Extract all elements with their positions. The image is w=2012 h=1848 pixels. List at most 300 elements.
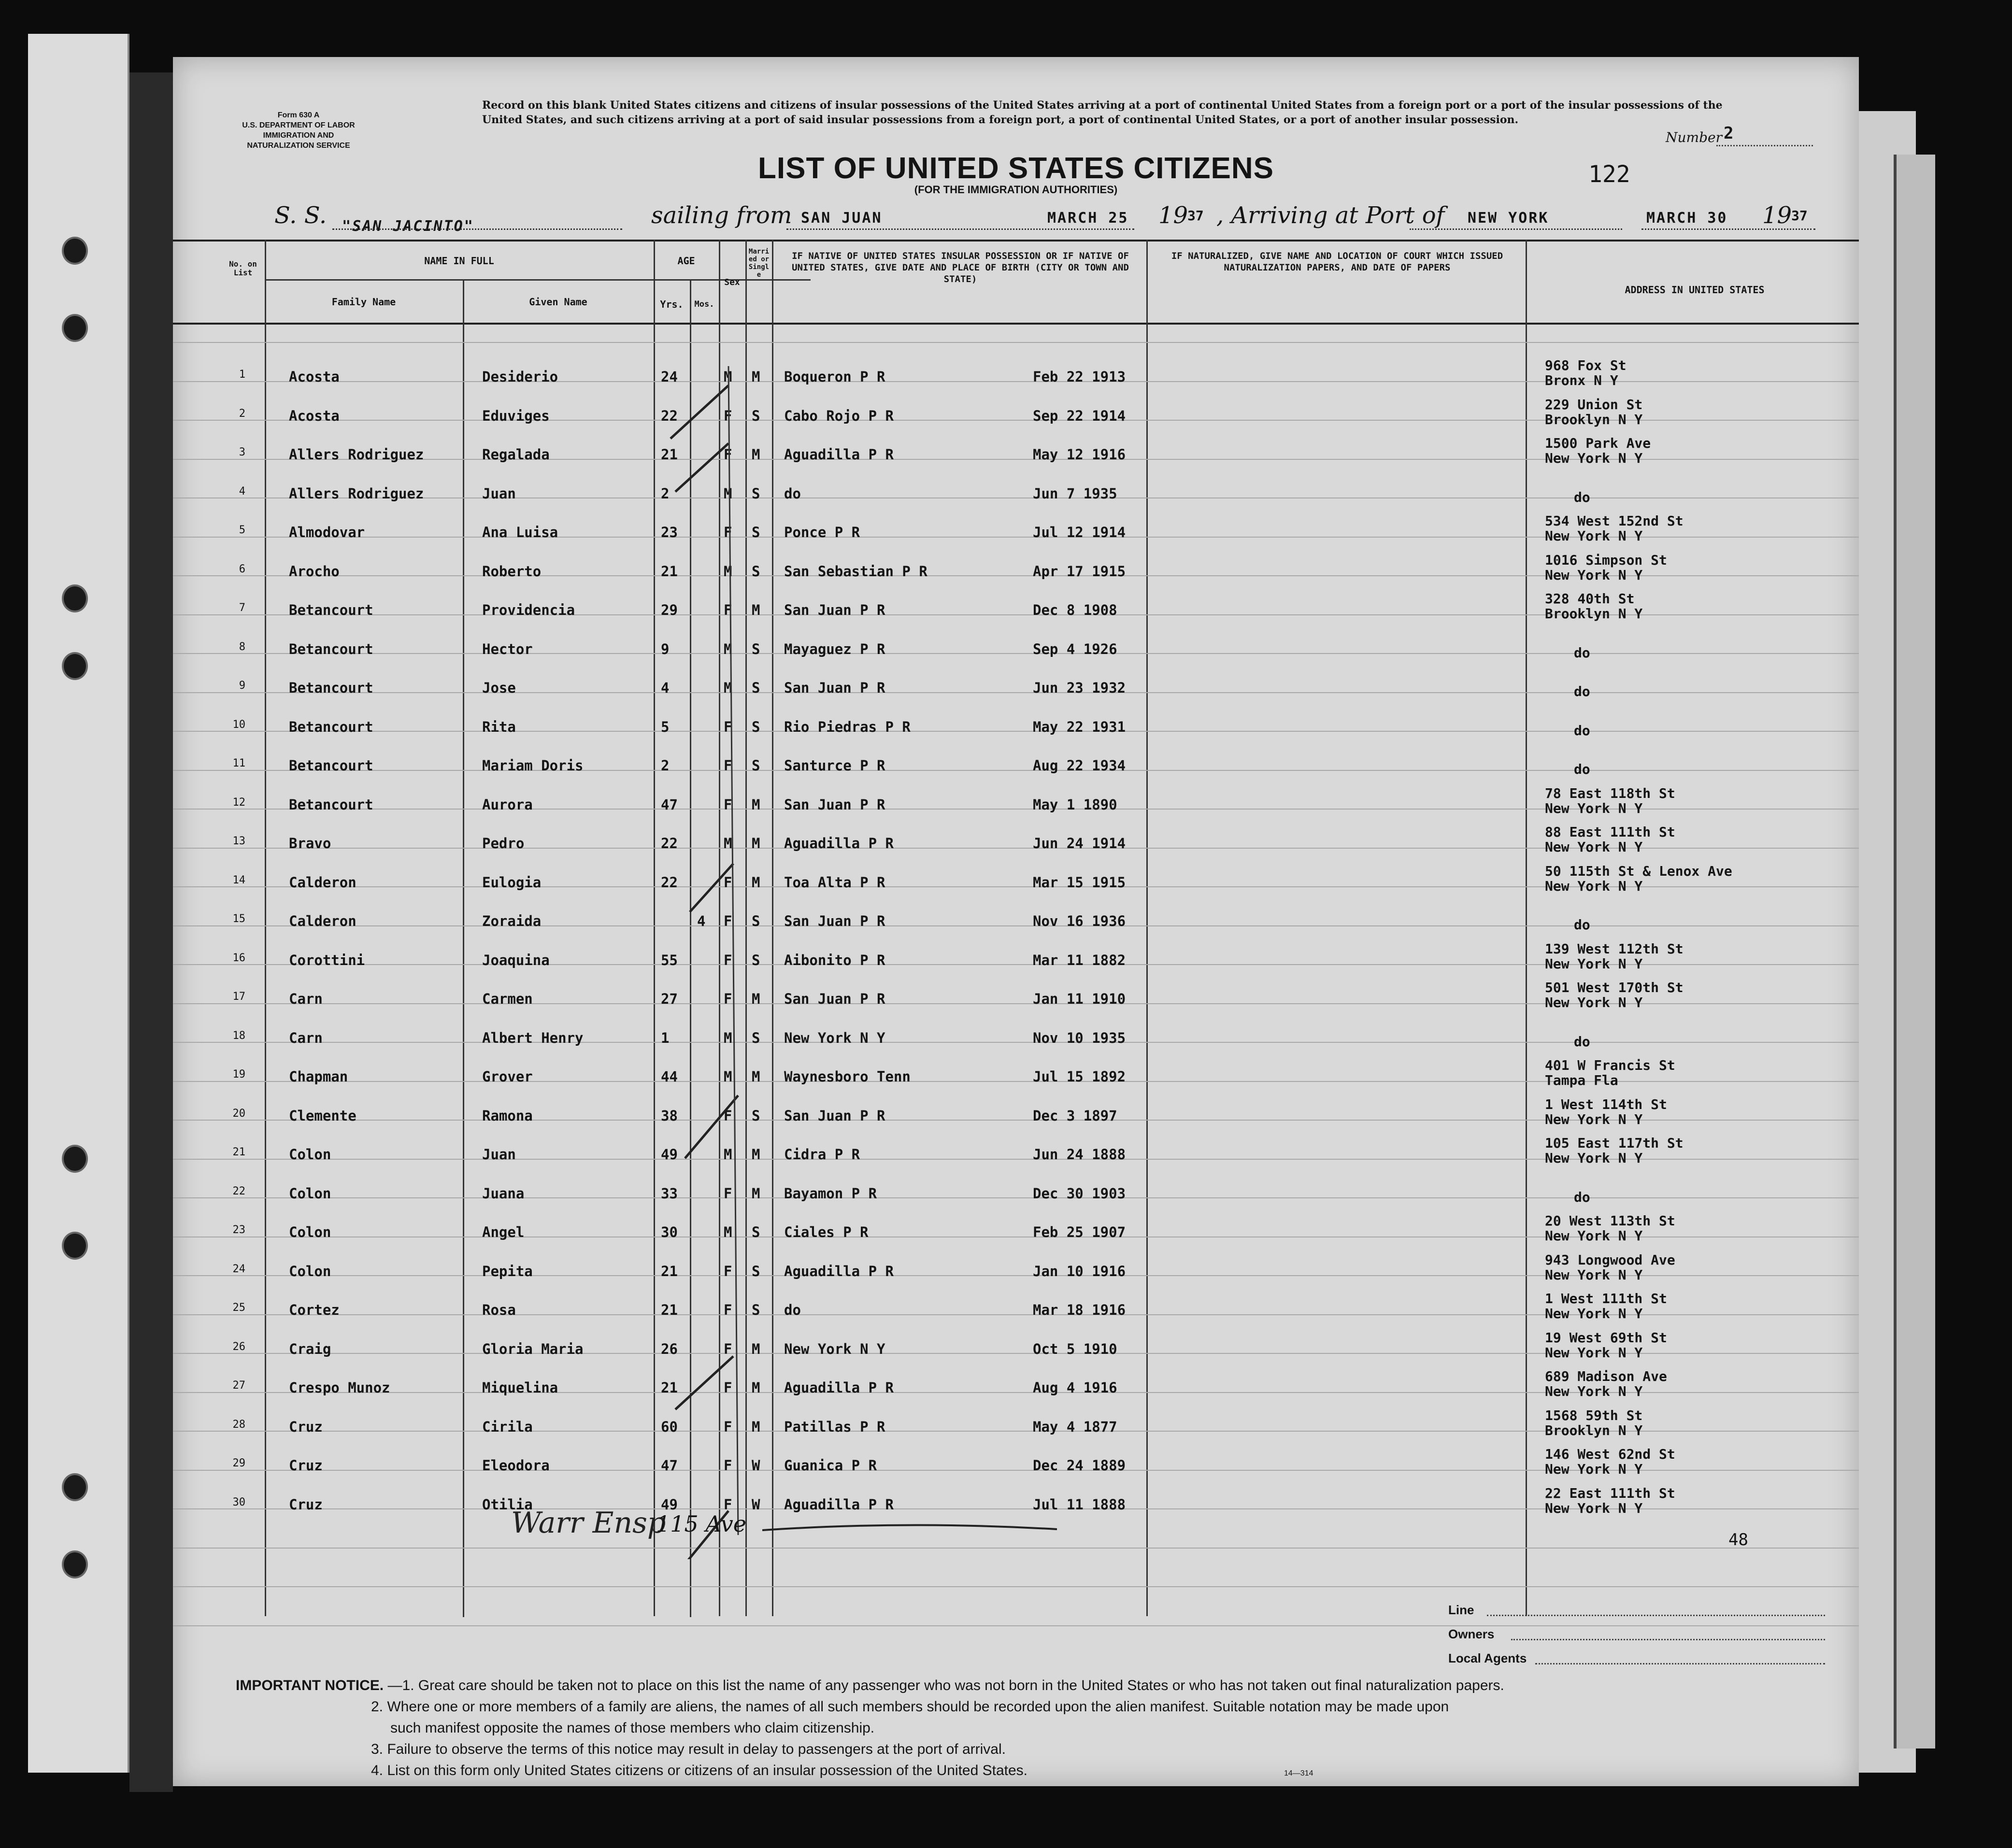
cell-place: San Juan P R bbox=[784, 991, 885, 1007]
cell-date: Jul 11 1888 bbox=[1033, 1496, 1126, 1513]
cell-date: Sep 22 1914 bbox=[1033, 407, 1126, 424]
cell-addr1: 1500 Park Ave bbox=[1545, 435, 1651, 451]
cell-date: May 22 1931 bbox=[1033, 718, 1126, 735]
cell-no: 13 bbox=[232, 835, 245, 847]
cell-no: 8 bbox=[239, 640, 245, 653]
cell-no: 21 bbox=[232, 1146, 245, 1158]
sailing-label: sailing from bbox=[651, 202, 792, 229]
cell-sex: F bbox=[724, 524, 732, 540]
cell-addr1: 105 East 117th St bbox=[1545, 1135, 1684, 1151]
cell-place: Toa Alta P R bbox=[784, 874, 885, 891]
cell-given: Pedro bbox=[482, 835, 525, 852]
underlying-page bbox=[1894, 155, 1935, 1748]
grid-line bbox=[173, 342, 1859, 343]
cell-addr2: New York N Y bbox=[1545, 450, 1643, 466]
cell-given: Eleodora bbox=[482, 1457, 550, 1474]
cell-place: Santurce P R bbox=[784, 757, 885, 774]
stamp-number: 122 bbox=[1588, 161, 1630, 188]
cell-family: Crespo Munoz bbox=[289, 1379, 390, 1396]
cell-addr1: 328 40th St bbox=[1545, 591, 1635, 607]
form-preamble: Record on this blank United States citizens and citizens of insular possessions of the United States arriving at a port of continental United States from a foreign port or a port of the insular possessions of the United States, and such citizens arriving at a port of said insular possessions from a foreign port, a port of continental United States, or a port of another insular possession. bbox=[482, 99, 1723, 126]
cell-place: Boqueron P R bbox=[784, 369, 885, 385]
cell-addr2: New York N Y bbox=[1545, 800, 1643, 816]
cell-sex: F bbox=[724, 952, 732, 968]
cell-no: 25 bbox=[232, 1302, 245, 1314]
form-dept: U.S. DEPARTMENT OF LABOR bbox=[242, 121, 355, 129]
cell-yrs: 9 bbox=[661, 640, 670, 657]
arriving-label: , Arriving at Port of bbox=[1216, 202, 1445, 229]
cell-given: Desiderio bbox=[482, 369, 558, 385]
cell-sex: M bbox=[724, 485, 732, 502]
cell-family: Betancourt bbox=[289, 680, 373, 696]
cell-no: 4 bbox=[239, 485, 245, 498]
page-shadow bbox=[129, 72, 173, 1792]
cell-given: Zoraida bbox=[482, 913, 542, 929]
cell-addr2: New York N Y bbox=[1545, 1150, 1643, 1166]
cell-date: May 1 1890 bbox=[1033, 796, 1117, 813]
cell-family: Bravo bbox=[289, 835, 331, 852]
cell-sex: F bbox=[724, 796, 732, 813]
cell-ms: M bbox=[752, 1068, 760, 1085]
cell-no: 14 bbox=[232, 874, 245, 886]
grid-line bbox=[173, 653, 1859, 654]
col-name: NAME IN FULL bbox=[424, 255, 494, 267]
arrival-date: MARCH 30 bbox=[1646, 210, 1728, 227]
cell-ms: M bbox=[752, 446, 760, 463]
cell-ms: M bbox=[752, 602, 760, 618]
cell-ms: S bbox=[752, 407, 760, 424]
cell-ms: S bbox=[752, 952, 760, 968]
grid-line bbox=[173, 731, 1859, 732]
cell-addr1: 1016 Simpson St bbox=[1545, 552, 1667, 568]
cell-addr2: do bbox=[1574, 1189, 1590, 1205]
cell-sex: F bbox=[724, 602, 732, 618]
line-dotline bbox=[1487, 1615, 1825, 1616]
header-rule-top bbox=[173, 240, 1859, 242]
cell-place: Aguadilla P R bbox=[784, 835, 894, 852]
cell-yrs: 2 bbox=[661, 757, 670, 774]
cell-family: Acosta bbox=[289, 407, 340, 424]
cell-family: Clemente bbox=[289, 1107, 357, 1124]
cell-sex: F bbox=[724, 874, 732, 891]
cell-place: Aguadilla P R bbox=[784, 1496, 894, 1513]
cell-date: May 12 1916 bbox=[1033, 446, 1126, 463]
cell-date: Mar 18 1916 bbox=[1033, 1302, 1126, 1318]
cell-no: 11 bbox=[232, 757, 245, 769]
cell-addr1: 19 West 69th St bbox=[1545, 1329, 1667, 1346]
cell-given: Rosa bbox=[482, 1302, 516, 1318]
cell-ms: M bbox=[752, 991, 760, 1007]
cell-date: Feb 22 1913 bbox=[1033, 369, 1126, 385]
cell-addr1: 146 West 62nd St bbox=[1545, 1446, 1675, 1462]
cell-sex: F bbox=[724, 1107, 732, 1124]
cell-family: Acosta bbox=[289, 369, 340, 385]
cell-place: Ciales P R bbox=[784, 1224, 869, 1240]
cell-no: 2 bbox=[239, 407, 245, 420]
cell-family: Betancourt bbox=[289, 718, 373, 735]
grid-line bbox=[173, 692, 1859, 693]
cell-given: Providencia bbox=[482, 602, 575, 618]
cell-addr2: do bbox=[1574, 489, 1590, 505]
cell-yrs: 4 bbox=[661, 680, 670, 696]
punch-hole bbox=[62, 1550, 88, 1578]
cell-addr2: New York N Y bbox=[1545, 1306, 1643, 1322]
cell-yrs: 22 bbox=[661, 835, 678, 852]
cell-date: Jan 10 1916 bbox=[1033, 1263, 1126, 1279]
cell-no: 22 bbox=[232, 1185, 245, 1197]
cell-date: Dec 3 1897 bbox=[1033, 1107, 1117, 1124]
ship-name: "SAN JACINTO" bbox=[342, 218, 474, 235]
col-divider bbox=[1146, 240, 1148, 1616]
cell-yrs: 21 bbox=[661, 446, 678, 463]
cell-addr2: New York N Y bbox=[1545, 955, 1643, 972]
cell-no: 26 bbox=[232, 1340, 245, 1353]
line-label: Line bbox=[1448, 1603, 1474, 1617]
ss-label: S. S. bbox=[274, 202, 327, 229]
cell-addr1: 689 Madison Ave bbox=[1545, 1368, 1667, 1384]
cell-yrs: 21 bbox=[661, 563, 678, 580]
cell-no: 20 bbox=[232, 1107, 245, 1120]
cell-yrs: 47 bbox=[661, 796, 678, 813]
number-dotline bbox=[1716, 145, 1813, 146]
cell-no: 15 bbox=[232, 913, 245, 925]
cell-place: San Sebastian P R bbox=[784, 563, 928, 580]
cell-family: Colon bbox=[289, 1224, 331, 1240]
cell-given: Gloria Maria bbox=[482, 1340, 584, 1357]
pen-stroke bbox=[762, 1521, 1062, 1540]
cell-given: Albert Henry bbox=[482, 1029, 584, 1046]
cell-date: Aug 4 1916 bbox=[1033, 1379, 1117, 1396]
cell-family: Chapman bbox=[289, 1068, 348, 1085]
agents-label: Local Agents bbox=[1448, 1651, 1527, 1665]
cell-ms: S bbox=[752, 563, 760, 580]
cell-place: Waynesboro Tenn bbox=[784, 1068, 911, 1085]
cell-no: 18 bbox=[232, 1029, 245, 1042]
cell-ms: S bbox=[752, 718, 760, 735]
cell-sex: M bbox=[724, 1029, 732, 1046]
cell-date: Apr 17 1915 bbox=[1033, 563, 1126, 580]
cell-ms: M bbox=[752, 1379, 760, 1396]
cell-given: Miquelina bbox=[482, 1379, 558, 1396]
notice-title: IMPORTANT NOTICE. bbox=[236, 1677, 384, 1693]
cell-place: New York N Y bbox=[784, 1029, 885, 1046]
cell-sex: F bbox=[724, 1302, 732, 1318]
col-no: No. on List bbox=[229, 259, 257, 277]
cell-place: San Juan P R bbox=[784, 680, 885, 696]
notice-line-1: IMPORTANT NOTICE. —1. Great care should be taken not to place on this list the name of any passenger who was not born in the United States or who has not taken out final naturalization papers. bbox=[236, 1677, 1504, 1693]
cell-date: Jul 12 1914 bbox=[1033, 524, 1126, 540]
sail-date: MARCH 25 bbox=[1047, 210, 1129, 227]
cell-family: Betancourt bbox=[289, 757, 373, 774]
cell-no: 23 bbox=[232, 1224, 245, 1236]
cell-family: Cortez bbox=[289, 1302, 340, 1318]
cell-ms: M bbox=[752, 369, 760, 385]
cell-addr2: New York N Y bbox=[1545, 1266, 1643, 1283]
cell-addr2: New York N Y bbox=[1545, 1228, 1643, 1244]
cell-family: Colon bbox=[289, 1185, 331, 1202]
cell-family: Calderon bbox=[289, 913, 357, 929]
cell-no: 9 bbox=[239, 680, 245, 692]
cell-yrs: 23 bbox=[661, 524, 678, 540]
cell-ms: S bbox=[752, 1302, 760, 1318]
cell-given: Eulogia bbox=[482, 874, 542, 891]
grid-line bbox=[173, 770, 1859, 771]
cell-addr2: do bbox=[1574, 917, 1590, 933]
cell-date: Sep 4 1926 bbox=[1033, 640, 1117, 657]
col-family: Family Name bbox=[331, 296, 396, 308]
cell-ms: M bbox=[752, 835, 760, 852]
cell-ms: S bbox=[752, 680, 760, 696]
cell-no: 10 bbox=[232, 718, 245, 731]
col-divider bbox=[1526, 240, 1527, 1616]
cell-addr1: 88 East 111th St bbox=[1545, 824, 1675, 840]
cell-addr1: 20 West 113th St bbox=[1545, 1213, 1675, 1229]
cell-addr1: 401 W Francis St bbox=[1545, 1057, 1675, 1073]
cell-place: Aguadilla P R bbox=[784, 1379, 894, 1396]
cell-family: Betancourt bbox=[289, 796, 373, 813]
page-subtitle: (FOR THE IMMIGRATION AUTHORITIES) bbox=[914, 184, 1118, 196]
col-divider bbox=[654, 240, 655, 1616]
port-to-dotline bbox=[1410, 228, 1622, 230]
cell-date: Oct 5 1910 bbox=[1033, 1340, 1117, 1357]
cell-no: 1 bbox=[239, 369, 245, 381]
cell-place: Aibonito P R bbox=[784, 952, 885, 968]
cell-sex: F bbox=[724, 991, 732, 1007]
cell-yrs: 55 bbox=[661, 952, 678, 968]
notice-line-2b: such manifest opposite the names of those members who claim citizenship. bbox=[390, 1720, 875, 1736]
cell-no: 5 bbox=[239, 524, 245, 536]
cell-given: Hector bbox=[482, 640, 533, 657]
cell-place: San Juan P R bbox=[784, 796, 885, 813]
punch-hole bbox=[62, 584, 88, 612]
cell-addr2: do bbox=[1574, 683, 1590, 699]
grid-line bbox=[173, 1042, 1859, 1043]
cell-addr2: New York N Y bbox=[1545, 1461, 1643, 1477]
col-marital: Married or Single bbox=[748, 248, 770, 279]
cell-date: Dec 8 1908 bbox=[1033, 602, 1117, 618]
cell-date: Mar 11 1882 bbox=[1033, 952, 1126, 968]
cell-ms: M bbox=[752, 1185, 760, 1202]
cell-addr2: New York N Y bbox=[1545, 1344, 1643, 1361]
cell-given: Aurora bbox=[482, 796, 533, 813]
cell-date: Jun 23 1932 bbox=[1033, 680, 1126, 696]
cell-place: Ponce P R bbox=[784, 524, 860, 540]
cell-family: Almodovar bbox=[289, 524, 365, 540]
cell-sex: M bbox=[724, 1224, 732, 1240]
col-yrs: Yrs. bbox=[660, 299, 684, 310]
cell-family: Cruz bbox=[289, 1457, 323, 1474]
cell-family: Betancourt bbox=[289, 640, 373, 657]
cell-addr1: 501 West 170th St bbox=[1545, 980, 1684, 995]
cell-given: Otilia bbox=[482, 1496, 533, 1513]
cell-no: 29 bbox=[232, 1457, 245, 1469]
signature: Warr Ensp bbox=[511, 1506, 666, 1540]
cell-date: Jan 11 1910 bbox=[1033, 991, 1126, 1007]
cell-given: Grover bbox=[482, 1068, 533, 1085]
port-from-dotline bbox=[786, 228, 1134, 230]
cell-place: do bbox=[784, 485, 801, 502]
cell-no: 17 bbox=[232, 991, 245, 1003]
cell-addr2: New York N Y bbox=[1545, 839, 1643, 855]
notice-line-3: 3. Failure to observe the terms of this notice may result in delay to passengers at the port of arrival. bbox=[371, 1741, 1006, 1757]
cell-ms: S bbox=[752, 1029, 760, 1046]
cell-given: Cirila bbox=[482, 1418, 533, 1435]
cell-yrs: 38 bbox=[661, 1107, 678, 1124]
cell-yrs: 49 bbox=[661, 1496, 678, 1513]
cell-ms: M bbox=[752, 874, 760, 891]
cell-family: Colon bbox=[289, 1263, 331, 1279]
important-notice bbox=[236, 1675, 1504, 1781]
cell-sex: M bbox=[724, 1068, 732, 1085]
cell-ms: S bbox=[752, 913, 760, 929]
cell-no: 27 bbox=[232, 1379, 245, 1392]
cell-sex: F bbox=[724, 1263, 732, 1279]
cell-addr1: 50 115th St & Lenox Ave bbox=[1545, 863, 1732, 879]
cell-given: Roberto bbox=[482, 563, 542, 580]
punch-hole bbox=[62, 1232, 88, 1260]
cell-family: Betancourt bbox=[289, 602, 373, 618]
cell-no: 16 bbox=[232, 952, 245, 964]
cell-no: 24 bbox=[232, 1263, 245, 1275]
cell-family: Craig bbox=[289, 1340, 331, 1357]
cell-yrs: 22 bbox=[661, 874, 678, 891]
cell-addr2: Bronx N Y bbox=[1545, 372, 1618, 388]
cell-yrs: 60 bbox=[661, 1418, 678, 1435]
cell-family: Carn bbox=[289, 1029, 323, 1046]
cell-date: Mar 15 1915 bbox=[1033, 874, 1126, 891]
cell-given: Jose bbox=[482, 680, 516, 696]
cell-place: San Juan P R bbox=[784, 1107, 885, 1124]
cell-family: Carn bbox=[289, 991, 323, 1007]
cell-date: Jun 24 1914 bbox=[1033, 835, 1126, 852]
cell-family: Colon bbox=[289, 1146, 331, 1163]
cell-yrs: 26 bbox=[661, 1340, 678, 1357]
cell-given: Eduviges bbox=[482, 407, 550, 424]
form-service: NATURALIZATION SERVICE bbox=[247, 142, 350, 150]
cell-addr1: 1 West 114th St bbox=[1545, 1096, 1667, 1112]
cell-yrs: 5 bbox=[661, 718, 670, 735]
cell-addr1: 1 West 111th St bbox=[1545, 1291, 1667, 1307]
cell-yrs: 27 bbox=[661, 991, 678, 1007]
cell-given: Ana Luisa bbox=[482, 524, 558, 540]
cell-sex: F bbox=[724, 1185, 732, 1202]
cell-sex: M bbox=[724, 835, 732, 852]
cell-sex: F bbox=[724, 913, 732, 929]
cell-family: Allers Rodriguez bbox=[289, 446, 424, 463]
cell-addr2: New York N Y bbox=[1545, 1111, 1643, 1127]
cell-place: Aguadilla P R bbox=[784, 1263, 894, 1279]
cell-addr1: 943 Longwood Ave bbox=[1545, 1251, 1675, 1268]
cell-given: Carmen bbox=[482, 991, 533, 1007]
cell-given: Joaquina bbox=[482, 952, 550, 968]
cell-ms: S bbox=[752, 1224, 760, 1240]
cell-sex: F bbox=[724, 1418, 732, 1435]
grid-line bbox=[173, 925, 1859, 926]
cell-ms: W bbox=[752, 1457, 760, 1474]
cell-addr2: New York N Y bbox=[1545, 878, 1643, 894]
number-label: Number bbox=[1666, 129, 1722, 145]
year-prefix: 19 bbox=[1762, 202, 1792, 229]
cell-no: 7 bbox=[239, 602, 245, 614]
agents-dotline bbox=[1535, 1663, 1825, 1664]
grid-line bbox=[173, 1548, 1859, 1549]
number-value: 2 bbox=[1724, 124, 1734, 143]
cell-ms: M bbox=[752, 796, 760, 813]
cell-sex: F bbox=[724, 1340, 732, 1357]
cell-yrs: 44 bbox=[661, 1068, 678, 1085]
cell-yrs: 47 bbox=[661, 1457, 678, 1474]
col-address: ADDRESS IN UNITED STATES bbox=[1625, 284, 1765, 296]
cell-sex: F bbox=[724, 757, 732, 774]
form-number: Form 630 A bbox=[277, 111, 320, 119]
page-title: LIST OF UNITED STATES CITIZENS bbox=[758, 152, 1274, 185]
cell-given: Mariam Doris bbox=[482, 757, 584, 774]
cell-addr1: 139 West 112th St bbox=[1545, 940, 1684, 957]
cell-ms: S bbox=[752, 485, 760, 502]
cell-place: Cabo Rojo P R bbox=[784, 407, 894, 424]
col-mos: Mos. bbox=[694, 299, 714, 309]
cell-family: Cruz bbox=[289, 1418, 323, 1435]
cell-addr1: 968 Fox St bbox=[1545, 357, 1627, 373]
cell-ms: S bbox=[752, 1107, 760, 1124]
owners-label: Owners bbox=[1448, 1627, 1495, 1641]
cell-addr2: New York N Y bbox=[1545, 528, 1643, 544]
cell-addr2: Tampa Fla bbox=[1545, 1072, 1618, 1088]
cell-place: San Juan P R bbox=[784, 913, 885, 929]
cell-given: Pepita bbox=[482, 1263, 533, 1279]
cell-family: Calderon bbox=[289, 874, 357, 891]
col-sex: Sex bbox=[724, 277, 740, 287]
notice-line-4: 4. List on this form only United States citizens or citizens of an insular possession of the United States. bbox=[371, 1763, 1028, 1778]
cell-date: Nov 16 1936 bbox=[1033, 913, 1126, 929]
punch-hole bbox=[62, 1473, 88, 1501]
cell-place: Rio Piedras P R bbox=[784, 718, 911, 735]
cell-no: 12 bbox=[232, 796, 245, 809]
cell-addr1: 1568 59th St bbox=[1545, 1407, 1643, 1423]
cell-family: Arocho bbox=[289, 563, 340, 580]
cell-place: Patillas P R bbox=[784, 1418, 885, 1435]
notice-line-2: 2. Where one or more members of a family are aliens, the names of all such members should be recorded upon the alien manifest. Suitable notation may be made upon bbox=[371, 1699, 1449, 1715]
cell-place: Cidra P R bbox=[784, 1146, 860, 1163]
grid-line bbox=[173, 1586, 1859, 1587]
cell-yrs: 33 bbox=[661, 1185, 678, 1202]
cell-yrs: 22 bbox=[661, 407, 678, 424]
arrival-year: 37 bbox=[1791, 208, 1808, 224]
sail-year: 37 bbox=[1187, 208, 1204, 224]
cell-date: Jun 7 1935 bbox=[1033, 485, 1117, 502]
page-mark: 48 bbox=[1728, 1530, 1748, 1549]
grid-line bbox=[173, 1197, 1859, 1198]
cell-yrs: 21 bbox=[661, 1263, 678, 1279]
cell-addr2: do bbox=[1574, 644, 1590, 661]
cell-given: Juan bbox=[482, 1146, 516, 1163]
cell-sex: F bbox=[724, 718, 732, 735]
cell-addr2: Brooklyn N Y bbox=[1545, 606, 1643, 622]
cell-sex: M bbox=[724, 563, 732, 580]
punch-hole bbox=[62, 314, 88, 342]
cell-ms: S bbox=[752, 640, 760, 657]
cell-date: Aug 22 1934 bbox=[1033, 757, 1126, 774]
cell-ms: M bbox=[752, 1418, 760, 1435]
punch-hole bbox=[62, 652, 88, 680]
cell-ms: M bbox=[752, 1146, 760, 1163]
cell-family: Cruz bbox=[289, 1496, 323, 1513]
cell-place: Bayamon P R bbox=[784, 1185, 877, 1202]
cell-sex: M bbox=[724, 369, 732, 385]
cell-ms: S bbox=[752, 524, 760, 540]
cell-date: Nov 10 1935 bbox=[1033, 1029, 1126, 1046]
cell-mos: 4 bbox=[697, 913, 706, 929]
